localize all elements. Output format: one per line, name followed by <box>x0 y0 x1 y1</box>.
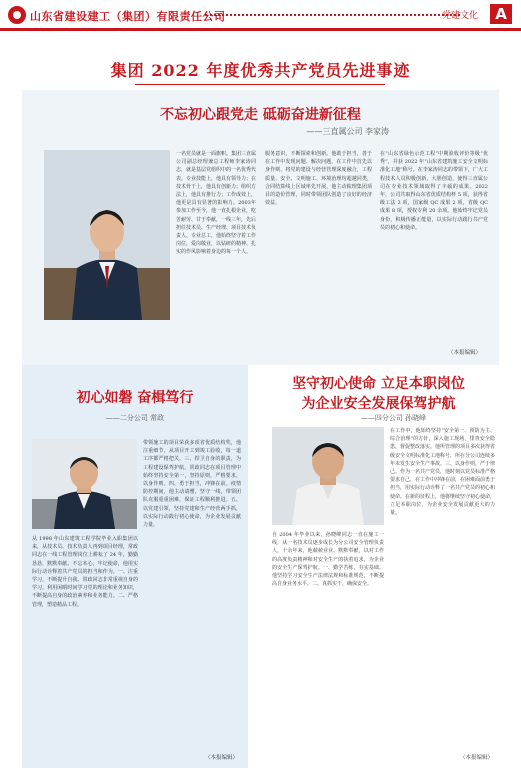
article-column-2: 在工作中，他始终坚持“安全第一、预防为主、综合治理”的方针，深入施工现场，排查安全隐患，督促整改落实。他所管理的项目多次获得省级安全文明标准化工地称号，所在分公司连续多年未发生安全生产事故。三、以身作则，严于律己。作为一名共产党员，他时刻以党员标准严格要求自己，在工作中冲锋在前，在困难面前勇于担当，用实际行动诠释了一名共产党员的初心和使命。在新的征程上，他将继续坚守初心使命，立足本职岗位，为企业安全发展贡献更大的力量。 <box>390 428 495 517</box>
header-divider <box>205 14 460 16</box>
article-column-1: 自 2004 年毕业以来，孙晓峰同志一直在施工一线，从一名技术员逐步成长为分公司安全管理负责人，十余年来，他兢兢业业，默默奉献，以对工作的高度负责精神和对安全生产的执着追求，为企业的安全生产保驾护航。一、勤学苦练，夯实基础。他坚持学习安全生产法律法规和标准规范，不断提高自身业务水平。二、真抓实干，确保安全。 <box>272 532 384 588</box>
title-underline <box>135 84 385 85</box>
article-column-2: 服务意识，不断探索和创新。他敢于担当，善于在工作中发现问题、解决问题，在工作中首先以身作则，将党的建设与经营管理深度融合，工程质量、安全、文明施工、环境治理均超越同类，合同结算线上区域率先开展，他主动梳理集团项目的造价管理，同时带领团队创造了良好的经济效益。 <box>265 151 372 207</box>
article-chang-zheng <box>22 365 248 768</box>
article-title: 初心如磐 奋楫笃行 <box>76 390 194 406</box>
person-portrait-icon <box>32 439 137 529</box>
article-end-note: （本报编辑） <box>459 755 493 761</box>
article-author: ——四分公司 孙晓峰 <box>360 414 427 422</box>
article-author: ——三直属公司 李家涛 <box>306 127 389 136</box>
page-header <box>0 0 521 40</box>
article-column-2: 带领施工的项目荣获多项省优质结构奖，他注重细节，从项目开工到竣工验收，每一道工序都严格把关。三、捍卫自身的职责，为工程建设保驾护航。常政同志在项目管理中始终坚持安全第一，坚持原则，严格要求，以身作则。四、勇于担当，冲锋在前。疫情防控期间，他主动请缨，坚守一线，带领团队克服重重困难，保证工程顺利推进。五、以党建引领，坚持党建和生产经营两手抓，以实际行动践行初心使命，为企业发展贡献力量。 <box>143 440 241 529</box>
page-letter: A <box>495 5 507 23</box>
portrait-photo <box>44 150 170 320</box>
article-author: ——二分公司 常政 <box>105 414 165 422</box>
article-column-1: 从 1998 年山东建筑工程学院毕业入职集团以来，从技术员、技术负责人再到项目经理，常政同志在一线工程管理岗位上耕耘了 24 年，勤勤恳恳，默默奉献。不忘本心，牢记使命，他用实际行动诠释着共产党员的担当和作为。一、注重学习，不断提升自我。常政同志非常重视自身的学习，利用闲暇时间学习党的理论和业务知识，不断提高自身的政治素养和业务能力。二、严格管理，塑造精品工程。 <box>32 536 138 608</box>
article-column-1: 一名党员就是一面旗帜。集团三直属公司副总经理兼总工程师李家涛同志，就是基层党组织中的一名优秀代表。专业技能上，他具有领导力；在技术骨干上，他具有创新力；组织方法上，他具有推行力；工作成效上，他更是具有显著的影响力。2003年参加工作至今，他一直扎根企业，吃苦耐劳、甘于奉献，一线三年，先后担任技术员、生产经理、项目技术负责人、专业总工，他始终坚守着工作岗位，爱岗敬业，以钻研的精神、扎实的作风影响着身边的每一个人。 <box>176 151 256 256</box>
article-li-jiatao <box>22 90 499 365</box>
portrait-photo <box>272 427 384 525</box>
header-red-line <box>0 28 521 31</box>
main-title: 集团 2022 年度优秀共产党员先进事迹 <box>110 61 411 80</box>
article-title-line-2: 为企业安全发展保驾护航 <box>301 396 456 412</box>
article-end-note: （本报编辑） <box>447 350 481 356</box>
page-number <box>490 4 512 24</box>
section-label: 党建文化 <box>442 11 479 21</box>
article-column-3: 在“山东省绿色示范工程”中期验收评价等级“优秀”，并获 2022 年“山东省建筑施工安全文明标准化工地”称号。在李家涛同志的带领下，广大工程技术人员积极创新，大胆创造，使得三直属公司在专业技术领域取得了丰硕的成果。2022 年，公司共取得山东省优质结构杯 5 项，获得省级工法 3 项，国家级 QC 成果 2 项，省级 QC 成果 8 项，授权专利 20 余项。他始终牢记党员身份，积极传播正能量，以实际行动践行共产党员的初心和使命。 <box>380 151 488 231</box>
org-name: 山东省建设建工（集团）有限责任公司 <box>30 10 226 23</box>
person-portrait-icon <box>44 150 170 320</box>
portrait-photo <box>32 439 137 529</box>
company-logo-icon <box>8 6 26 24</box>
article-title-line-1: 坚守初心使命 立足本职岗位 <box>292 376 465 392</box>
article-sun-xiaofeng <box>258 365 499 768</box>
article-title: 不忘初心跟党走 砥砺奋进新征程 <box>160 107 361 123</box>
person-portrait-icon <box>272 427 384 525</box>
article-end-note: （本报编辑） <box>204 755 238 761</box>
